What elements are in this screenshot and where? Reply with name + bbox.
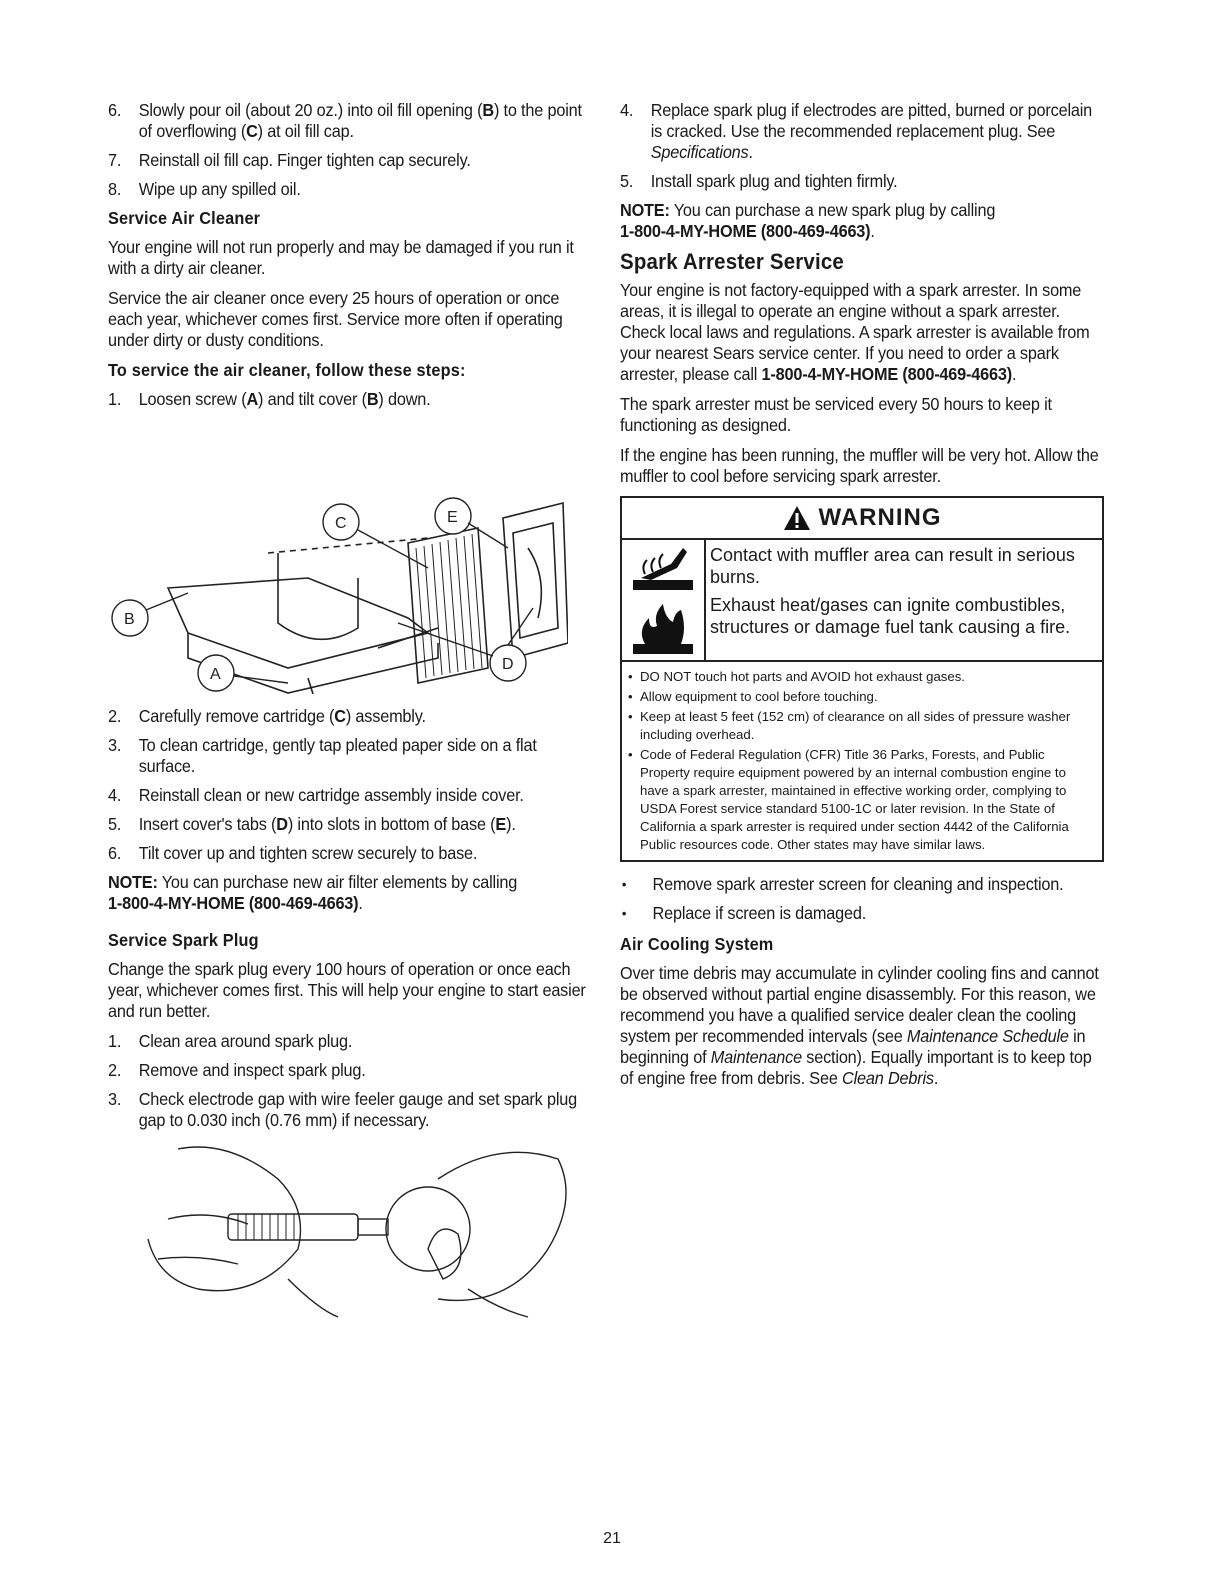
paragraph — [620, 963, 1108, 1089]
spark-plug-threads — [238, 1214, 294, 1240]
screw — [308, 678, 313, 694]
warning-bullet: • Keep at least 5 feet (152 cm) of clearance on all sides of pressure washer including overhead. — [628, 708, 1096, 744]
reference-link-text: Specifications — [650, 142, 749, 162]
warning-burn-text: Contact with muffler area can result in serious burns. — [710, 545, 1075, 587]
warning-box — [620, 496, 1104, 862]
step-text: ). — [506, 814, 516, 834]
subheading-steps: To service the air cleaner, follow these steps: — [108, 360, 466, 380]
step-item — [108, 150, 592, 171]
step-text: Wipe up any spilled oil. — [138, 179, 301, 199]
step-number: 8. — [108, 179, 122, 199]
step-number: 6. — [108, 100, 122, 120]
phone-number: 1-800-4-MY-HOME (800-469-4663) — [108, 893, 359, 913]
note-end: . — [358, 893, 363, 913]
callout-label-c: C — [335, 515, 347, 532]
step-text: Reinstall clean or new cartridge assembly inside cover. — [138, 785, 524, 805]
step-text: To clean cartridge, gently tap pleated paper side on a flat surface. — [138, 735, 537, 776]
oil-fill-steps — [108, 100, 592, 200]
callout-letter: D — [276, 814, 288, 834]
left-column — [108, 100, 594, 1319]
step-item — [108, 179, 592, 200]
step-text: Replace spark plug if electrodes are pitted, burned or porcelain is cracked. Use the recommended replacement plug. See — [650, 100, 1093, 141]
feeler-gauge — [386, 1187, 470, 1271]
paragraph-text: section). Equally important is to keep top of engine free from debris. See — [620, 1047, 1092, 1088]
callout-letter: E — [495, 814, 507, 834]
paragraph: Service the air cleaner once every 25 hours of operation or once each year, whichever comes first. Service more often if operating under dirty or dusty conditions. — [108, 288, 563, 350]
page-number: 21 — [603, 1530, 621, 1547]
section-heading-air-cooling: Air Cooling System — [620, 934, 774, 954]
note-label: NOTE: — [108, 872, 158, 892]
hot-surface-burn-icon — [631, 544, 695, 596]
warning-header — [622, 498, 1102, 540]
left-finger — [168, 1215, 248, 1224]
paragraph-text: Your engine is not factory-equipped with a spark arrester. In some areas, it is illegal to operate an engine without a spark arrester. Check local laws and regulations. A spark arrester is available from your nearest Sears service center. If you need to order a spark arrester, please call — [620, 280, 1090, 384]
step-text: Install spark plug and tighten firmly. — [650, 171, 898, 191]
dashed-guide — [268, 538, 428, 553]
callout-label-a: A — [210, 666, 221, 683]
tab-slot — [378, 628, 438, 648]
filter-pleats — [416, 534, 482, 678]
spark-plug-steps — [108, 1031, 592, 1131]
callout-letter: C — [246, 121, 258, 141]
warning-hazard-texts — [706, 540, 1102, 660]
callout-letter: B — [482, 100, 494, 120]
step-item — [108, 389, 592, 410]
spark-plug-steps-continued — [620, 100, 1108, 192]
warning-triangle-icon — [783, 505, 811, 531]
step-text: Clean area around spark plug. — [138, 1031, 353, 1051]
reference-link-text: Maintenance Schedule — [906, 1026, 1069, 1046]
step-number: 2. — [108, 1060, 122, 1080]
note-spark-plug — [620, 200, 1108, 242]
step-number: 1. — [108, 1031, 122, 1051]
right-column — [620, 100, 1110, 1098]
step-number: 7. — [108, 150, 122, 170]
step-number: 3. — [108, 735, 122, 755]
section-heading-spark-plug: Service Spark Plug — [108, 930, 259, 950]
left-finger — [158, 1257, 238, 1264]
paragraph: Your engine will not run properly and may be damaged if you run it with a dirty air cleaner. — [108, 237, 574, 278]
step-text: Check electrode gap with wire feeler gauge and set spark plug gap to 0.030 inch (0.76 mm) if necessary. — [138, 1089, 577, 1130]
warning-fire-text: Exhaust heat/gases can ignite combustibles, structures or damage fuel tank causing a fire. — [710, 595, 1071, 637]
step-item — [108, 843, 592, 864]
back-plate-opening — [513, 523, 558, 638]
callout-letter: C — [334, 706, 346, 726]
spark-plug-body — [228, 1214, 358, 1240]
choke-part — [528, 548, 541, 618]
back-plate — [503, 503, 568, 658]
step-number: 1. — [108, 389, 122, 409]
step-text: ) to the point of overflowing ( — [138, 100, 582, 141]
step-text: ) assembly. — [345, 706, 426, 726]
step-text: Loosen screw ( — [138, 389, 247, 409]
step-text: ) at oil fill cap. — [257, 121, 354, 141]
phone-number: 1-800-4-MY-HOME (800-469-4663) — [620, 221, 871, 241]
callout-letter: A — [246, 389, 259, 409]
callout-label-b: B — [124, 611, 135, 628]
right-thumb — [428, 1229, 461, 1279]
step-number: 4. — [620, 100, 634, 120]
paragraph: If the engine has been running, the muffler will be very hot. Allow the muffler to cool before servicing spark arrester. — [620, 445, 1099, 486]
warning-title: WARNING — [818, 504, 942, 531]
wrist-line — [288, 1279, 338, 1317]
fire-hazard-icon — [631, 602, 695, 656]
callout-label-d: D — [502, 656, 514, 673]
warning-hazards — [622, 540, 1102, 662]
step-item — [108, 1060, 592, 1081]
step-item — [108, 785, 592, 806]
step-text: . — [748, 142, 753, 162]
air-cleaner-steps — [108, 706, 592, 864]
warning-bullet: • DO NOT touch hot parts and AVOID hot exhaust gases. — [628, 668, 1096, 686]
paragraph — [620, 280, 1108, 385]
phone-number: 1-800-4-MY-HOME (800-469-4663) — [761, 364, 1012, 384]
note-text: You can purchase a new spark plug by calling — [669, 200, 996, 220]
base-shape — [168, 578, 428, 668]
paragraph-end: . — [933, 1068, 939, 1088]
note-air-filter — [108, 872, 592, 914]
warning-bullet: • Allow equipment to cool before touching. — [628, 688, 1096, 706]
step-text: Reinstall oil fill cap. Finger tighten cap securely. — [138, 150, 471, 170]
step-number: 2. — [108, 706, 122, 726]
step-item — [108, 100, 592, 142]
warning-icons — [622, 540, 706, 660]
step-item — [108, 735, 592, 777]
air-cleaner-illustration — [108, 418, 568, 698]
spark-plug-gauge-illustration — [138, 1139, 578, 1319]
step-text: Carefully remove cartridge ( — [138, 706, 335, 726]
step-text: ) and tilt cover ( — [258, 389, 367, 409]
step-number: 3. — [108, 1089, 122, 1109]
section-heading-spark-arrester: Spark Arrester Service — [620, 249, 844, 274]
right-hand — [438, 1152, 566, 1300]
arrester-bullets — [620, 874, 1108, 924]
step-item — [108, 706, 592, 727]
air-cleaner-step-1 — [108, 389, 592, 410]
paragraph-text: in beginning of — [620, 1026, 1086, 1067]
step-item — [108, 1089, 592, 1131]
warning-bullets — [622, 662, 1102, 860]
step-text: ) into slots in bottom of base ( — [287, 814, 496, 834]
step-text: ) down. — [378, 389, 431, 409]
note-label: NOTE: — [620, 200, 670, 220]
step-item — [620, 100, 1108, 163]
bullet-item: • Replace if screen is damaged. — [620, 903, 1108, 924]
step-item — [108, 814, 592, 835]
note-text: You can purchase new air filter elements by calling — [157, 872, 518, 892]
step-item — [108, 1031, 592, 1052]
step-text: Remove and inspect spark plug. — [138, 1060, 366, 1080]
spark-plug-tip — [358, 1219, 388, 1235]
step-text: Insert cover's tabs ( — [138, 814, 277, 834]
step-number: 6. — [108, 843, 122, 863]
reference-link-text: Maintenance — [710, 1047, 802, 1067]
reference-link-text: Clean Debris — [842, 1068, 934, 1088]
paragraph: The spark arrester must be serviced every 50 hours to keep it functioning as designed. — [620, 394, 1052, 435]
warning-bullet: • Code of Federal Regulation (CFR) Title 36 Parks, Forests, and Public Property require equipment powered by an internal combustion engine to have a spark arrester, maintained in effective working order, complying to USDA Forest service standard 5100-1C or later revision. In the State of California a spark arrester is required under section 4442 of the California Public resources code. Other states may have similar laws. — [628, 746, 1096, 854]
paragraph: Change the spark plug every 100 hours of operation or once each year, whichever comes first. This will help your engine to start easier and run better. — [108, 959, 586, 1021]
step-item — [620, 171, 1108, 192]
paragraph-end: . — [1011, 364, 1017, 384]
note-end: . — [870, 221, 875, 241]
bullet-item: • Remove spark arrester screen for cleaning and inspection. — [620, 874, 1108, 895]
step-text: Slowly pour oil (about 20 oz.) into oil fill opening ( — [138, 100, 483, 120]
paragraph-text: Over time debris may accumulate in cylinder cooling fins and cannot be observed without partial engine disassembly. For this reason, we recommend you have a qualified service dealer clean the cooling system per recommended intervals (see — [620, 963, 1099, 1046]
step-number: 5. — [108, 814, 122, 834]
step-number: 4. — [108, 785, 122, 805]
step-text: Tilt cover up and tighten screw securely to base. — [138, 843, 478, 863]
step-number: 5. — [620, 171, 634, 191]
callout-label-e: E — [447, 509, 458, 526]
section-heading-air-cleaner: Service Air Cleaner — [108, 208, 261, 228]
callout-letter: B — [366, 389, 379, 409]
